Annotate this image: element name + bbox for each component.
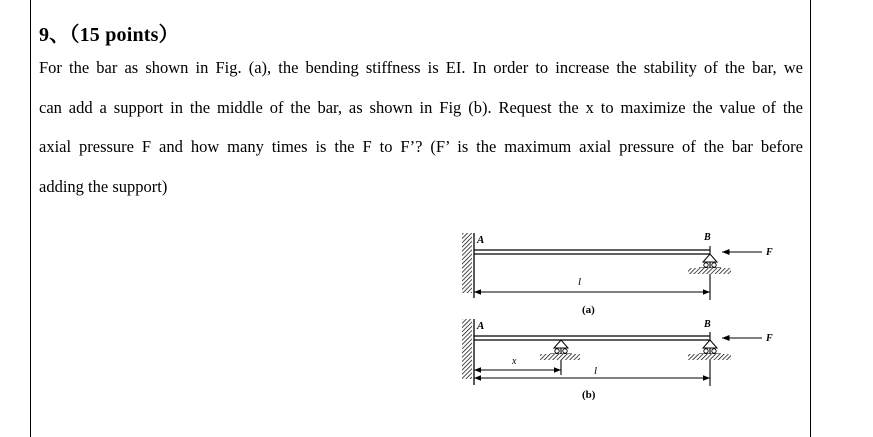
label-l-fig-b: l — [594, 365, 598, 377]
label-l-fig-a: l — [578, 276, 582, 288]
label-x-fig-b: x — [512, 356, 517, 367]
caption-fig-a: (a) — [582, 304, 595, 316]
question-heading: 9、（15 points） — [39, 24, 179, 46]
label-f-fig-a: F — [766, 247, 773, 258]
caption-fig-b: (b) — [582, 389, 596, 401]
fixed-wall-b — [462, 319, 472, 379]
fixed-wall-a — [462, 233, 472, 293]
label-a-fig-b: A — [477, 320, 485, 332]
label-f-fig-b: F — [766, 333, 773, 344]
question-line-2: can add a support in the middle of the bar, as shown in Fig (b). Request the x to maximize the value of the — [39, 97, 803, 117]
label-b-fig-a: B — [704, 232, 711, 243]
question-line-1: For the bar as shown in Fig. (a), the bending stiffness is EI. In order to increase the stability of the bar, we — [39, 58, 803, 77]
label-b-fig-b: B — [704, 319, 711, 330]
figure-b — [462, 319, 773, 401]
figure-a — [462, 232, 773, 316]
question-line-4: adding the support) — [39, 176, 168, 196]
label-a-fig-a: A — [477, 234, 485, 246]
question-line-3: axial pressure F and how many times is the F to F’? (F’ is the maximum axial pressure of the bar before — [39, 137, 803, 156]
